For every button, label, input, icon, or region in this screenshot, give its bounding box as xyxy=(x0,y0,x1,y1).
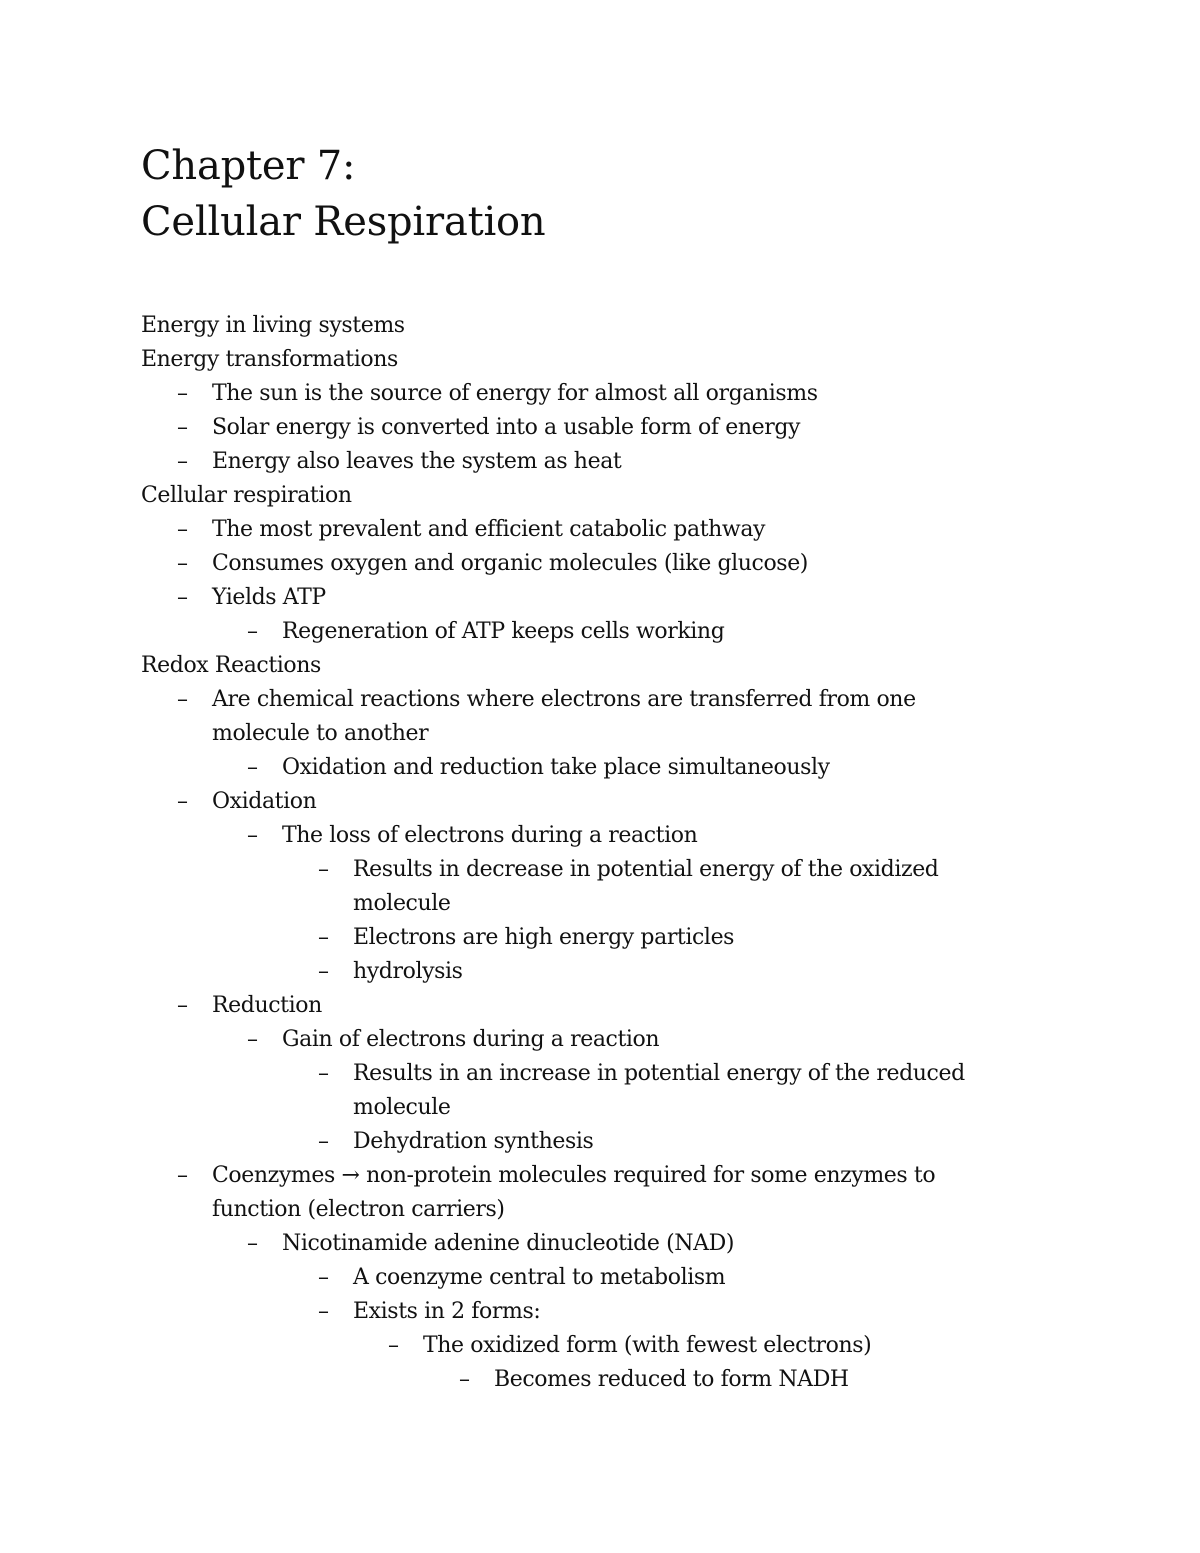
list-item xyxy=(141,989,1041,1023)
list-item xyxy=(141,1261,1041,1295)
list-item-text: Oxidation and reduction take place simultaneously xyxy=(282,755,830,780)
bullet-dash: – xyxy=(318,857,329,882)
list-item xyxy=(141,819,1041,853)
list-item xyxy=(141,377,1041,411)
title-line-1: Chapter 7: xyxy=(141,143,356,189)
list-item xyxy=(141,955,1041,989)
list-item-text: A coenzyme central to metabolism xyxy=(353,1265,726,1290)
list-item-text: Coenzymes → non-protein molecules required for some enzymes to xyxy=(212,1163,936,1188)
list-item-text: Gain of electrons during a reaction xyxy=(282,1027,660,1052)
list-item-text: Results in an increase in potential energy of the reduced xyxy=(353,1061,965,1086)
list-item-text: molecule to another xyxy=(212,721,429,746)
list-item-text: Consumes oxygen and organic molecules (like glucose) xyxy=(212,551,808,576)
bullet-dash: – xyxy=(247,1231,258,1256)
list-item-text: Redox Reactions xyxy=(141,653,321,678)
list-item-text: Dehydration synthesis xyxy=(353,1129,594,1154)
list-item-text: The loss of electrons during a reaction xyxy=(282,823,698,848)
list-item-text: Electrons are high energy particles xyxy=(353,925,735,950)
bullet-dash: – xyxy=(318,1299,329,1324)
bullet-dash: – xyxy=(247,755,258,780)
bullet-dash: – xyxy=(318,1265,329,1290)
bullet-dash: – xyxy=(318,925,329,950)
list-item-text: Are chemical reactions where electrons are transferred from one xyxy=(212,687,916,712)
bullet-dash: – xyxy=(177,687,188,712)
list-item-text: molecule xyxy=(353,891,451,916)
list-item-text: molecule xyxy=(353,1095,451,1120)
bullet-dash: – xyxy=(177,551,188,576)
list-item xyxy=(141,887,1041,921)
list-item xyxy=(141,853,1041,887)
list-item-text: Reduction xyxy=(212,993,322,1018)
list-item xyxy=(141,1023,1041,1057)
bullet-dash: – xyxy=(177,381,188,406)
list-item xyxy=(141,683,1041,717)
bullet-dash: – xyxy=(318,1129,329,1154)
list-item-text: Becomes reduced to form NADH xyxy=(494,1367,849,1392)
list-item-text: The most prevalent and efficient catabolic pathway xyxy=(212,517,766,542)
bullet-dash: – xyxy=(177,789,188,814)
bullet-dash: – xyxy=(177,449,188,474)
bullet-dash: – xyxy=(247,1027,258,1052)
page-title xyxy=(141,138,546,250)
list-item-text: Exists in 2 forms: xyxy=(353,1299,541,1324)
bullet-dash: – xyxy=(388,1333,399,1358)
section-heading xyxy=(141,649,1041,683)
list-item xyxy=(141,513,1041,547)
list-item xyxy=(141,1091,1041,1125)
bullet-dash: – xyxy=(247,619,258,644)
bullet-dash: – xyxy=(247,823,258,848)
list-item-text: Solar energy is converted into a usable form of energy xyxy=(212,415,801,440)
list-item xyxy=(141,1227,1041,1261)
list-item xyxy=(141,921,1041,955)
list-item xyxy=(141,1193,1041,1227)
list-item xyxy=(141,615,1041,649)
list-item-text: Oxidation xyxy=(212,789,317,814)
list-item xyxy=(141,581,1041,615)
bullet-dash: – xyxy=(459,1367,470,1392)
list-item xyxy=(141,411,1041,445)
list-item xyxy=(141,1159,1041,1193)
list-item-text: Nicotinamide adenine dinucleotide (NAD) xyxy=(282,1231,735,1256)
list-item xyxy=(141,717,1041,751)
section-heading xyxy=(141,343,1041,377)
bullet-dash: – xyxy=(177,585,188,610)
list-item xyxy=(141,1125,1041,1159)
list-item xyxy=(141,547,1041,581)
list-item-text: The sun is the source of energy for almost all organisms xyxy=(212,381,818,406)
list-item-text: Regeneration of ATP keeps cells working xyxy=(282,619,725,644)
title-line-2: Cellular Respiration xyxy=(141,199,546,245)
bullet-dash: – xyxy=(318,959,329,984)
bullet-dash: – xyxy=(318,1061,329,1086)
bullet-dash: – xyxy=(177,415,188,440)
list-item-text: Cellular respiration xyxy=(141,483,352,508)
list-item-text: Yields ATP xyxy=(212,585,326,610)
list-item xyxy=(141,785,1041,819)
bullet-dash: – xyxy=(177,1163,188,1188)
list-item xyxy=(141,1057,1041,1091)
bullet-dash: – xyxy=(177,993,188,1018)
list-item-text: Energy transformations xyxy=(141,347,398,372)
section-heading xyxy=(141,309,1041,343)
list-item xyxy=(141,445,1041,479)
list-item-text: The oxidized form (with fewest electrons) xyxy=(423,1333,872,1358)
list-item-text: hydrolysis xyxy=(353,959,463,984)
list-item xyxy=(141,1329,1041,1363)
list-item-text: Energy in living systems xyxy=(141,313,405,338)
list-item-text: Energy also leaves the system as heat xyxy=(212,449,622,474)
notes-body xyxy=(141,309,1041,1397)
list-item xyxy=(141,1363,1041,1397)
list-item-text: Results in decrease in potential energy of the oxidized xyxy=(353,857,939,882)
list-item xyxy=(141,1295,1041,1329)
list-item xyxy=(141,751,1041,785)
list-item-text: function (electron carriers) xyxy=(212,1197,505,1222)
bullet-dash: – xyxy=(177,517,188,542)
section-heading xyxy=(141,479,1041,513)
